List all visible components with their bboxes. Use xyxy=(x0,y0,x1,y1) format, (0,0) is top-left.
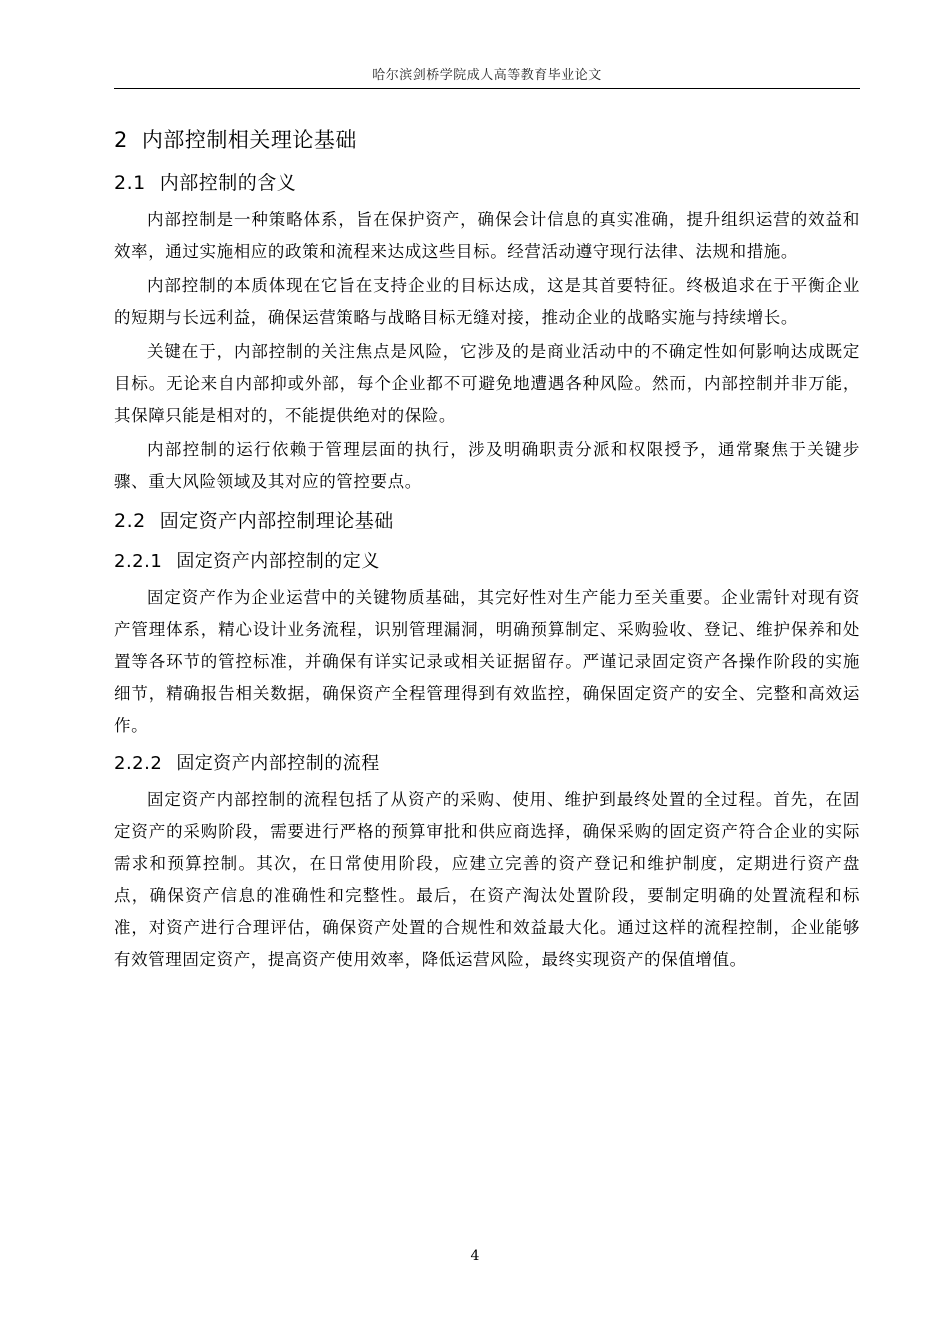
subsection-heading-2-2-2 xyxy=(114,744,860,784)
section-heading-2-1 xyxy=(114,162,860,204)
section-title: 内部控制的含义 xyxy=(159,172,297,194)
section-number: 2.2 xyxy=(114,510,146,532)
paragraph: 内部控制是一种策略体系，旨在保护资产，确保会计信息的真实准确，提升组织运营的效益和效率，通过实施相应的政策和流程来达成这些目标。经营活动遵守现行法律、法规和措施。 xyxy=(114,210,860,261)
section-number: 2.1 xyxy=(114,172,146,194)
running-header: 哈尔滨剑桥学院成人高等教育毕业论文 xyxy=(372,68,602,83)
section-heading-2-2 xyxy=(114,500,860,542)
chapter-title: 内部控制相关理论基础 xyxy=(141,128,357,152)
page-number: 4 xyxy=(470,1248,480,1264)
subsection-heading-2-2-1 xyxy=(114,542,860,582)
section-title: 固定资产内部控制理论基础 xyxy=(159,510,394,532)
subsection-number: 2.2.1 xyxy=(114,551,163,572)
chapter-number: 2 xyxy=(114,128,128,152)
paragraph: 内部控制的运行依赖于管理层面的执行，涉及明确职责分派和权限授予，通常聚焦于关键步骤、重大风险领域及其对应的管控要点。 xyxy=(114,440,860,491)
paragraph: 固定资产作为企业运营中的关键物质基础，其完好性对生产能力至关重要。企业需针对现有资产管理体系，精心设计业务流程，识别管理漏洞，明确预算制定、采购验收、登记、维护保养和处置等各环节的管控标准，并确保有详实记录或相关证据留存。严谨记录固定资产各操作阶段的实施细节，精确报告相关数据，确保资产全程管理得到有效监控，确保固定资产的安全、完整和高效运作。 xyxy=(114,588,860,735)
header-divider xyxy=(114,88,860,89)
page-body xyxy=(114,118,860,978)
subsection-title: 固定资产内部控制的流程 xyxy=(176,753,380,774)
paragraph: 关键在于，内部控制的关注焦点是风险，它涉及的是商业活动中的不确定性如何影响达成既定目标。无论来自内部抑或外部，每个企业都不可避免地遭遇各种风险。然而，内部控制并非万能，其保障只能是相对的，不能提供绝对的保险。 xyxy=(114,342,860,425)
subsection-number: 2.2.2 xyxy=(114,753,163,774)
paragraph: 内部控制的本质体现在它旨在支持企业的目标达成，这是其首要特征。终极追求在于平衡企业的短期与长远利益，确保运营策略与战略目标无缝对接，推动企业的战略实施与持续增长。 xyxy=(114,276,860,327)
paragraph: 固定资产内部控制的流程包括了从资产的采购、使用、维护到最终处置的全过程。首先，在固定资产的采购阶段，需要进行严格的预算审批和供应商选择，确保采购的固定资产符合企业的实际需求和预算控制。其次，在日常使用阶段，应建立完善的资产登记和维护制度，定期进行资产盘点，确保资产信息的准确性和完整性。最后，在资产淘汰处置阶段，要制定明确的处置流程和标准，对资产进行合理评估，确保资产处置的合规性和效益最大化。通过这样的流程控制，企业能够有效管理固定资产，提高资产使用效率，降低运营风险，最终实现资产的保值增值。 xyxy=(114,790,860,969)
subsection-title: 固定资产内部控制的定义 xyxy=(176,551,380,572)
chapter-heading xyxy=(114,118,860,162)
